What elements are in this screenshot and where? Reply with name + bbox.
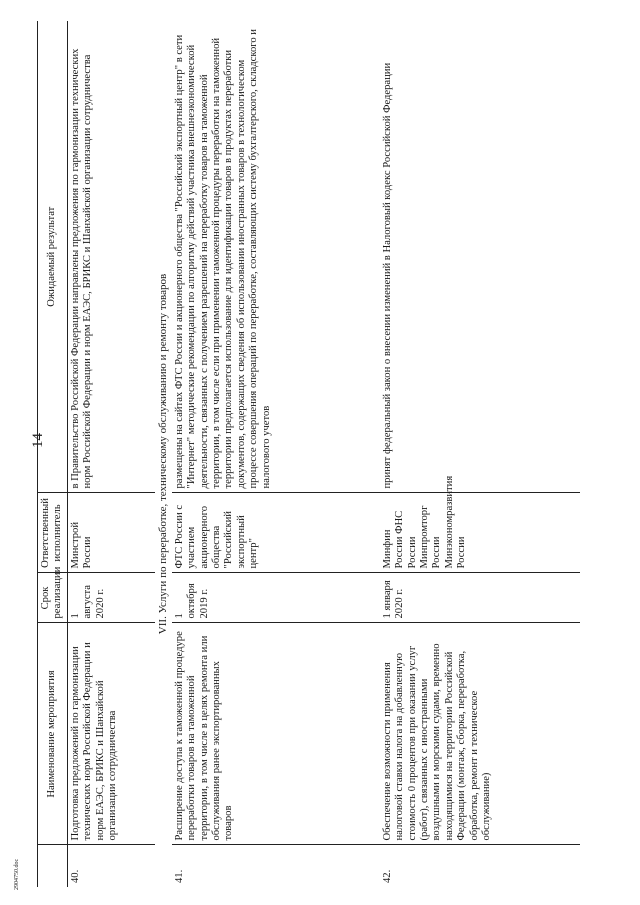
- row-deadline: 1 января 2020 г.: [380, 573, 580, 623]
- row-deadline: 1 августа 2020 г.: [67, 573, 155, 623]
- row-result: принят федеральный закон о внесении изменений в Налоговый кодекс Российской Федерации: [380, 21, 580, 493]
- header-executor: Ответственный исполнитель: [38, 493, 68, 573]
- header-result: Ожидаемый результат: [38, 21, 68, 493]
- row-name: Подготовка предложений по гармонизации технических норм Российской Федерации и норм ЕАЭС, БРИКС и Шанхайской организации сотрудничества: [67, 623, 155, 845]
- row-result: размещены на сайтах ФТС России и акционерного общества "Российский экспортный центр" в сети "Интернет" методические рекомендации по алгоритму действий участника внешнеэкономической деятельности, связанных с получением разрешений на переработку товаров на таможенной территории, в том числе если при применении таможенной процедуры переработки на таможенной территории предполагается использование для идентификации товаров в продуктах переработки документов, содержащих сведения об использовании иностранных товаров в технологическом процессе совершения операций по переработке, составляющих систему бухгалтерского, складского и налогового учетов: [172, 21, 380, 493]
- section-row: [155, 21, 171, 887]
- row-executor: ФТС России с участием акционерного общества "Российский экспортный центр": [172, 493, 380, 573]
- header-name: Наименование мероприятия: [38, 623, 68, 845]
- header-num: [38, 845, 68, 887]
- measures-table: [37, 21, 580, 887]
- row-executor: Минфин России ФНС России Минпромторг России Минэкономразвития России: [380, 493, 580, 573]
- row-number: 41.: [173, 869, 185, 883]
- table-header-row: [38, 21, 68, 887]
- page-number: 14: [30, 433, 46, 448]
- row-result: в Правительство Российской Федерации направлены предложения по гармонизации технических норм Российской Федерации и норм ЕАЭС, БРИКС и Шанхайской организации сотрудничества: [67, 21, 155, 493]
- row-deadline: 1 октября 2019 г.: [172, 573, 380, 623]
- rotated-table-container: [37, 21, 612, 887]
- row-number: 40.: [69, 869, 81, 883]
- row-name: Расширение доступа к таможенной процедуре переработки товаров на таможенной территории, в том числе в целях ремонта или обслуживания ранее экспортированных товаров: [172, 623, 380, 845]
- table-row-42: [380, 21, 580, 887]
- row-executor: Минстрой России: [67, 493, 155, 573]
- row-number: 42.: [381, 869, 393, 883]
- section-title: VII. Услуги по переработке, техническому обслуживанию и ремонту товаров: [157, 273, 170, 635]
- footer-file-name: 2904750.doc: [14, 858, 20, 890]
- table-row-41: [172, 21, 380, 887]
- table-row-40: [67, 21, 155, 887]
- header-deadline: Срок реализации: [38, 573, 68, 623]
- row-name: Обеспечение возможности применения налоговой ставки налога на добавленную стоимость 0 процентов при оказании услуг (работ), связанных с иностранными воздушными и морскими судами, временно находящимися на территории Российской Федерации (монтаж, сборка, переработка, обработка, ремонт и техническое обслуживание): [380, 623, 580, 845]
